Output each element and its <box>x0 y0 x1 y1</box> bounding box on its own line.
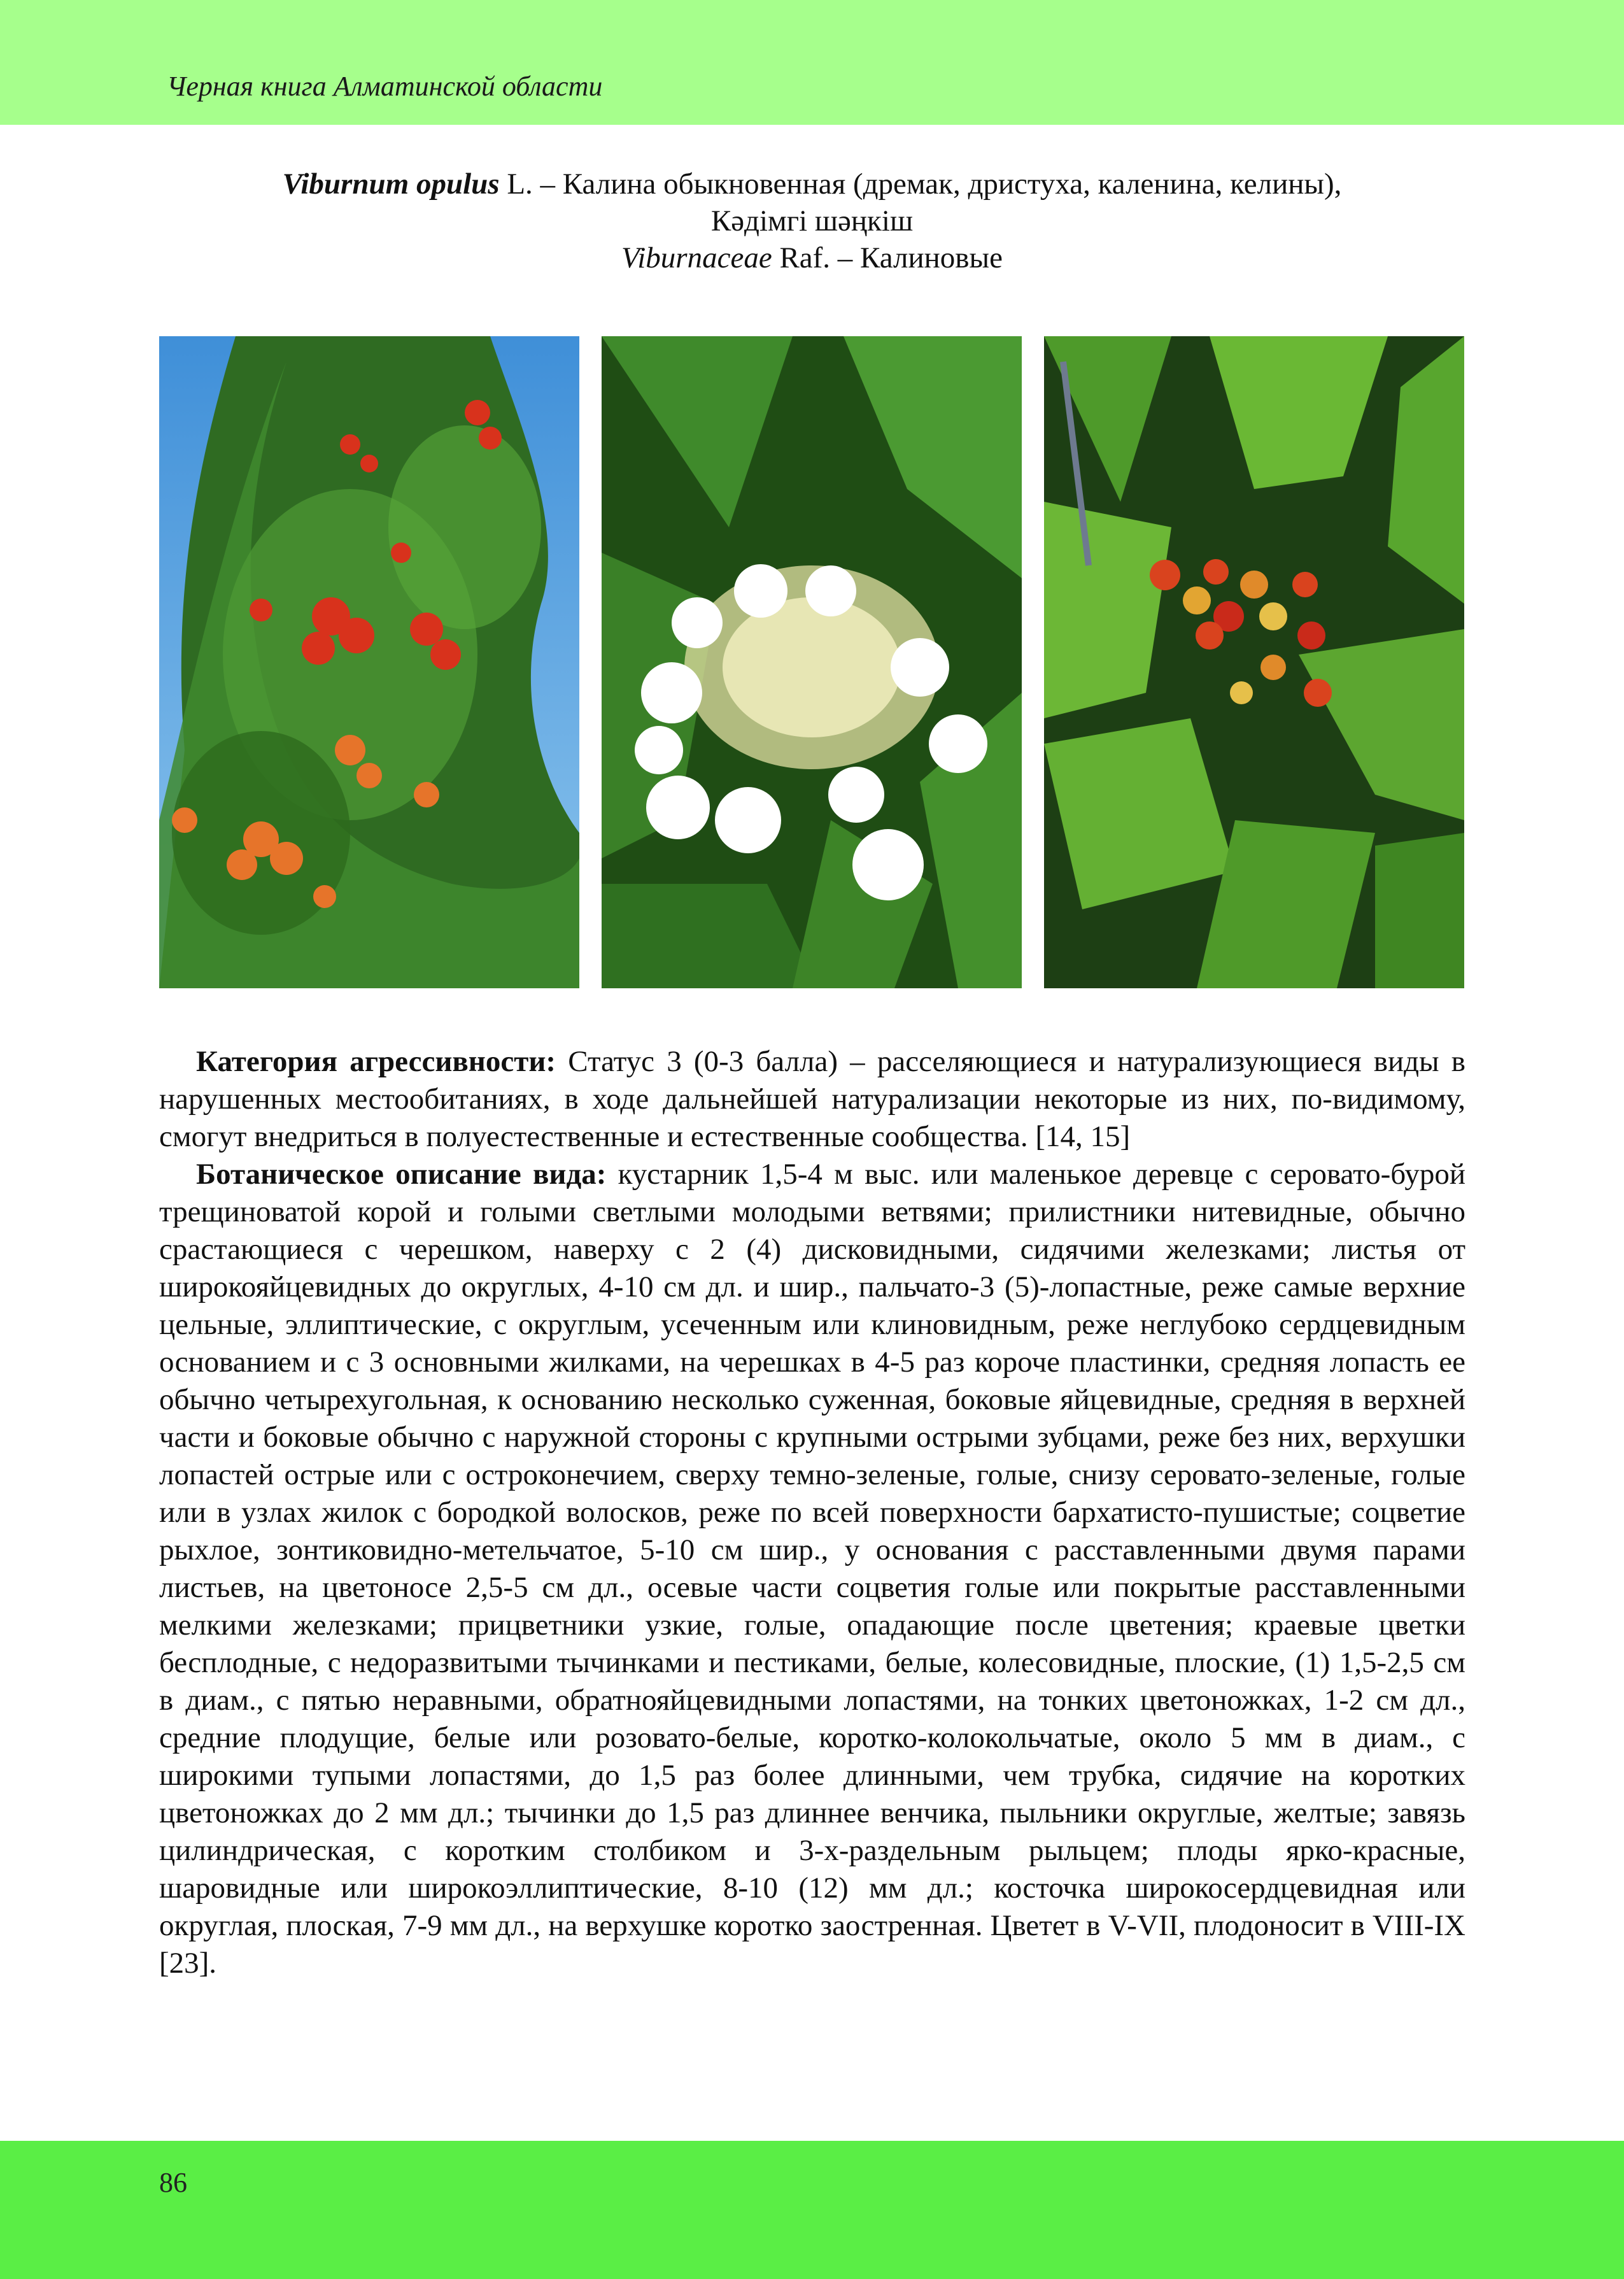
species-title-line-1 <box>0 166 1624 202</box>
photo-shrub-berries <box>159 336 579 988</box>
header-band <box>0 0 1624 125</box>
species-title <box>0 166 1624 276</box>
body-text <box>159 1043 1465 1982</box>
family-line <box>0 239 1624 276</box>
photo-red-berries <box>1044 336 1464 988</box>
page-number: 86 <box>159 2167 187 2198</box>
footer-band <box>0 2141 1624 2279</box>
species-kazakh-name: Кәдімгі шәңкіш <box>710 204 914 238</box>
family-latin-name: Viburnaceae <box>621 241 772 274</box>
photo-white-flowers <box>602 336 1022 988</box>
species-russian-name: L. – Калина обыкновенная (дремак, дристуха, каленина, келины), <box>499 167 1342 201</box>
species-latin-name: Viburnum opulus <box>282 167 500 201</box>
running-title: Черная книга Алматинской области <box>167 71 603 102</box>
family-russian-name: Raf. – Калиновые <box>772 241 1003 274</box>
aggressiveness-text: Статус 3 (0-3 балла) – расселяющиеся и натурализующиеся виды в нарушенных местообитаниях, в ходе дальнейшей натурализации некоторые из них, по-видимому, смогут внедриться в полуестественные и естественные сообщества. [14, 15] <box>159 1045 1465 1153</box>
aggressiveness-label: Категория агрессивности: <box>196 1045 556 1078</box>
paragraph-aggressiveness <box>159 1043 1465 1156</box>
paragraph-botanical-description <box>159 1156 1465 1982</box>
description-label: Ботаническое описание вида: <box>196 1158 607 1191</box>
description-text: кустарник 1,5-4 м выс. или маленькое деревце с серовато-бурой трещиноватой корой и голыми светлыми молодыми ветвями; прилистники нитевидные, обычно срастающиеся с черешком, наверху с 2 (4) дисковидными, сидячими железками; листья от широкояйцевидных до округлых, 4-10 см дл. и шир., пальчато-3 (5)-лопастные, реже самые верхние цельные, эллиптические, с округлым, усеченным или клиновидным, реже неглубоко сердцевидным основанием и с 3 основными жилками, на черешках в 4-5 раз короче пластинки, средняя лопасть ее обычно четырехугольная, к основанию несколько суженная, боковые яйцевидные, средняя в верхней части и боковые обычно с наружной стороны с крупными острыми зубцами, реже без них, верхушки лопастей острые или с остроконечием, сверху темно-зеленые, голые, снизу серовато-зеленые, голые или в узлах жилок с бородкой волосков, реже по всей поверхности бархатисто-пушистые; соцветие рыхлое, зонтиковидно-метельчатое, 5-10 см шир., у основания с расставленными двумя парами листьев, на цветоносе 2,5-5 см дл., осевые части соцветия голые или покрытые расставленными мелкими железками; прицветники узкие, голые, опадающие после цветения; краевые цветки бесплодные, с недоразвитыми тычинками и пестиками, белые, колесовидные, плоские, (1) 1,5-2,5 см в диам., с пятью неравными, обратнояйцевидными лопастями, на тонких цветоножках, 1-2 см дл., средние плодущие, белые или розовато-белые, коротко-колокольчатые, около 5 мм в диам., с широкими тупыми лопастями, до 1,5 раз более длинными, чем трубка, сидячие на коротких цветоножках до 2 мм дл.; тычинки до 1,5 раз длиннее венчика, пыльники округлые, желтые; завязь цилиндрическая, с коротким столбиком и 3-х-раздельным рыльцем; плоды ярко-красные, шаровидные или широкоэллиптические, 8-10 (12) мм дл.; косточка широкосердцевидная или округлая, плоская, 7-9 мм дл., на верхушке коротко заостренная. Цветет в V-VII, плодоносит в VIII-IX [23]. <box>159 1158 1466 1980</box>
